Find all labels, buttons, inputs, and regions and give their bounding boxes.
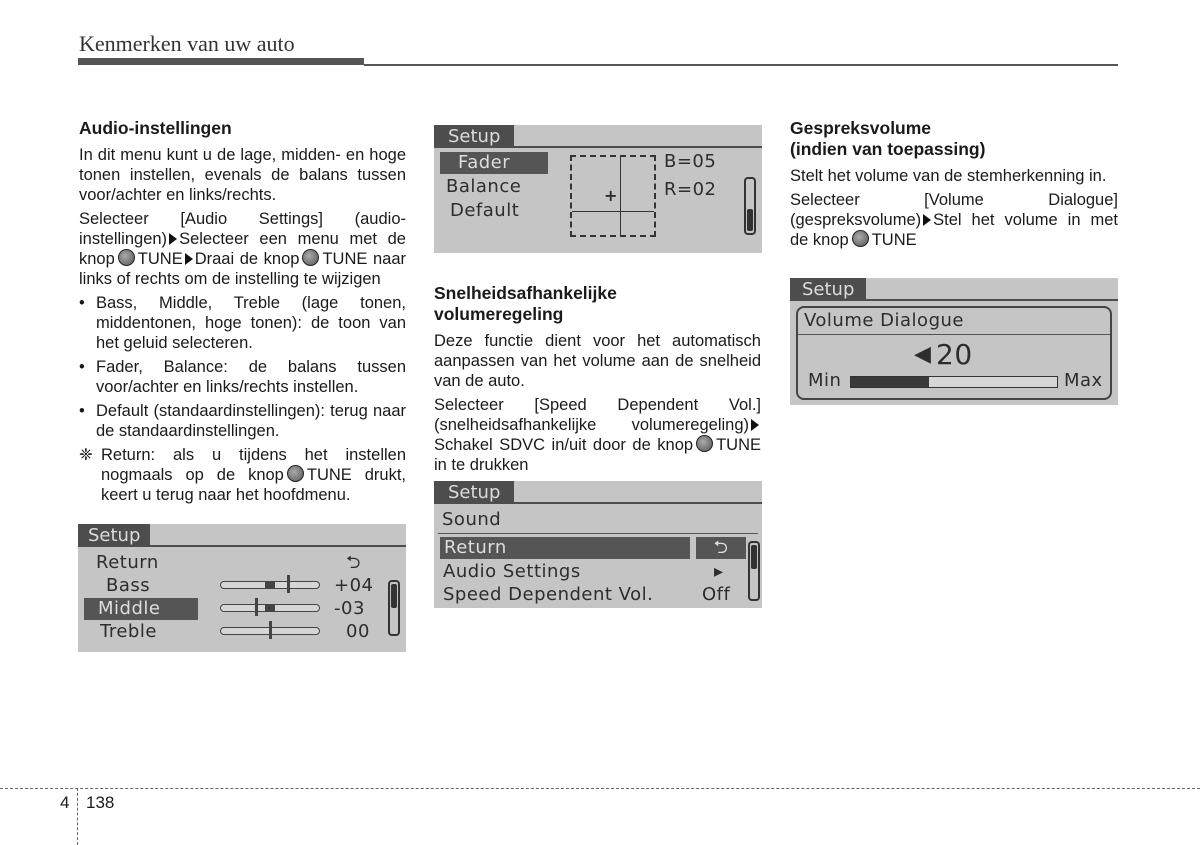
paragraph: In dit menu kunt u de lage, midden- en hoge tonen instellen, evenals de balans tussen voor/achter en links/rechts. <box>79 146 406 204</box>
arrow-right-icon <box>185 253 193 265</box>
column-audio-settings <box>79 118 406 509</box>
footer-divider <box>77 788 78 845</box>
menu-item-audio-settings: Audio Settings <box>443 561 581 582</box>
menu-item-middle: Middle <box>84 598 198 620</box>
screen-tab: Setup <box>78 524 150 547</box>
volume-panel <box>796 306 1112 400</box>
paragraph: Deze functie dient voor het automatisch aanpassen van het volume aan de snelheid van de auto. <box>434 332 761 390</box>
volume-level-bar <box>850 376 1058 388</box>
menu-item-treble: Treble <box>100 621 157 642</box>
return-icon: ⮌ <box>346 552 361 573</box>
header-rule-thick <box>78 58 364 65</box>
page-header-title: Kenmerken van uw auto <box>79 31 295 56</box>
scrollbar <box>388 580 400 636</box>
screen-volume-dialogue <box>790 278 1118 405</box>
fader-value: B=05 <box>664 151 717 172</box>
scrollbar <box>744 177 756 235</box>
volume-max-label: Max <box>1064 370 1103 391</box>
note: ❈ Return: als u tijdens het instellen nogmaals op de knop TUNE drukt, keert u terug naar het hoofdmenu. <box>79 446 406 504</box>
column-speed-volume <box>434 283 761 479</box>
footer-rule <box>0 788 1200 789</box>
chapter-number: 4 <box>60 793 70 812</box>
tune-knob-icon <box>852 230 869 247</box>
scrollbar <box>748 541 760 601</box>
treble-value: 00 <box>346 621 370 642</box>
chevron-right-icon: ▸ <box>714 561 724 582</box>
screen-tab: Setup <box>434 125 514 148</box>
header-rule-thin <box>364 64 1118 66</box>
speaker-icon: ◀ <box>914 342 932 367</box>
tune-knob-icon <box>696 435 713 452</box>
return-icon: ⮌ <box>696 537 746 559</box>
paragraph-instructions: Selecteer [Speed Dependent Vol.] (snelheidsafhankelijke volumeregeling)Schakel SDVC in/uit door de knop TUNE in te drukken <box>434 396 761 474</box>
bass-value: +04 <box>334 575 374 596</box>
screen-tab: Setup <box>434 481 514 504</box>
arrow-right-icon <box>923 214 931 226</box>
position-marker: + <box>604 186 618 205</box>
arrow-right-icon <box>169 233 177 245</box>
bass-slider <box>220 581 320 589</box>
section-heading-sdvc: Snelheidsafhankelijke volumeregeling <box>434 283 617 324</box>
screen-tab: Setup <box>790 278 866 301</box>
menu-item-balance: Balance <box>446 176 522 197</box>
paragraph: Stelt het volume van de stemherkenning in. <box>790 167 1107 185</box>
menu-item-default: Default <box>450 200 520 221</box>
page-number: 138 <box>86 793 115 812</box>
volume-title: Volume Dialogue <box>804 310 964 331</box>
column-dialogue-volume <box>790 118 1118 254</box>
fader-balance-grid <box>570 155 656 237</box>
menu-item-return: Return <box>96 552 159 573</box>
volume-value: 20 <box>936 338 973 371</box>
section-subheading-dialogue: (indien van toepassing) <box>790 139 986 159</box>
screen-subtitle: Sound <box>442 509 502 530</box>
list-item: • Fader, Balance: de balans tussen voor/achter en links/rechts instellen. <box>79 358 406 396</box>
menu-item-speed-dependent-vol: Speed Dependent Vol. <box>443 584 654 605</box>
note-symbol: ❈ <box>79 446 93 464</box>
screen-audio-settings <box>78 524 406 652</box>
section-heading-audio: Audio-instellingen <box>79 118 232 138</box>
menu-item-bass: Bass <box>106 575 151 596</box>
volume-level-fill <box>851 377 929 387</box>
tune-knob-icon <box>118 249 135 266</box>
middle-slider <box>220 604 320 612</box>
list-item: • Default (standaardinstellingen): terug naar de standaardinstellingen. <box>79 402 406 440</box>
volume-min-label: Min <box>808 370 842 391</box>
menu-item-return: Return <box>440 537 690 559</box>
menu-item-fader: Fader <box>440 152 548 174</box>
paragraph-instructions: Selecteer [Audio Settings] (audio-instellingen) Selecteer een menu met de knop TUNE Draai de knop TUNE naar links of rechts om de instelling te wijzigen <box>79 210 407 288</box>
tune-knob-icon <box>287 465 304 482</box>
screen-fader <box>434 125 762 253</box>
list-item: • Bass, Middle, Treble (lage tonen, middentonen, hoge tonen): de toon van het geluid selecteren. <box>79 294 406 352</box>
treble-slider <box>220 627 320 635</box>
screen-sound <box>434 481 762 608</box>
tune-knob-icon <box>302 249 319 266</box>
middle-value: -03 <box>334 598 365 619</box>
arrow-right-icon <box>751 419 759 431</box>
section-heading-dialogue: Gespreksvolume <box>790 118 932 138</box>
balance-value: R=02 <box>664 179 717 200</box>
paragraph-instructions: Selecteer [Volume Dialogue] (gespreksvolume) Stel het volume in met de knop TUNE <box>790 191 1118 249</box>
sdvc-value: Off <box>702 584 731 605</box>
